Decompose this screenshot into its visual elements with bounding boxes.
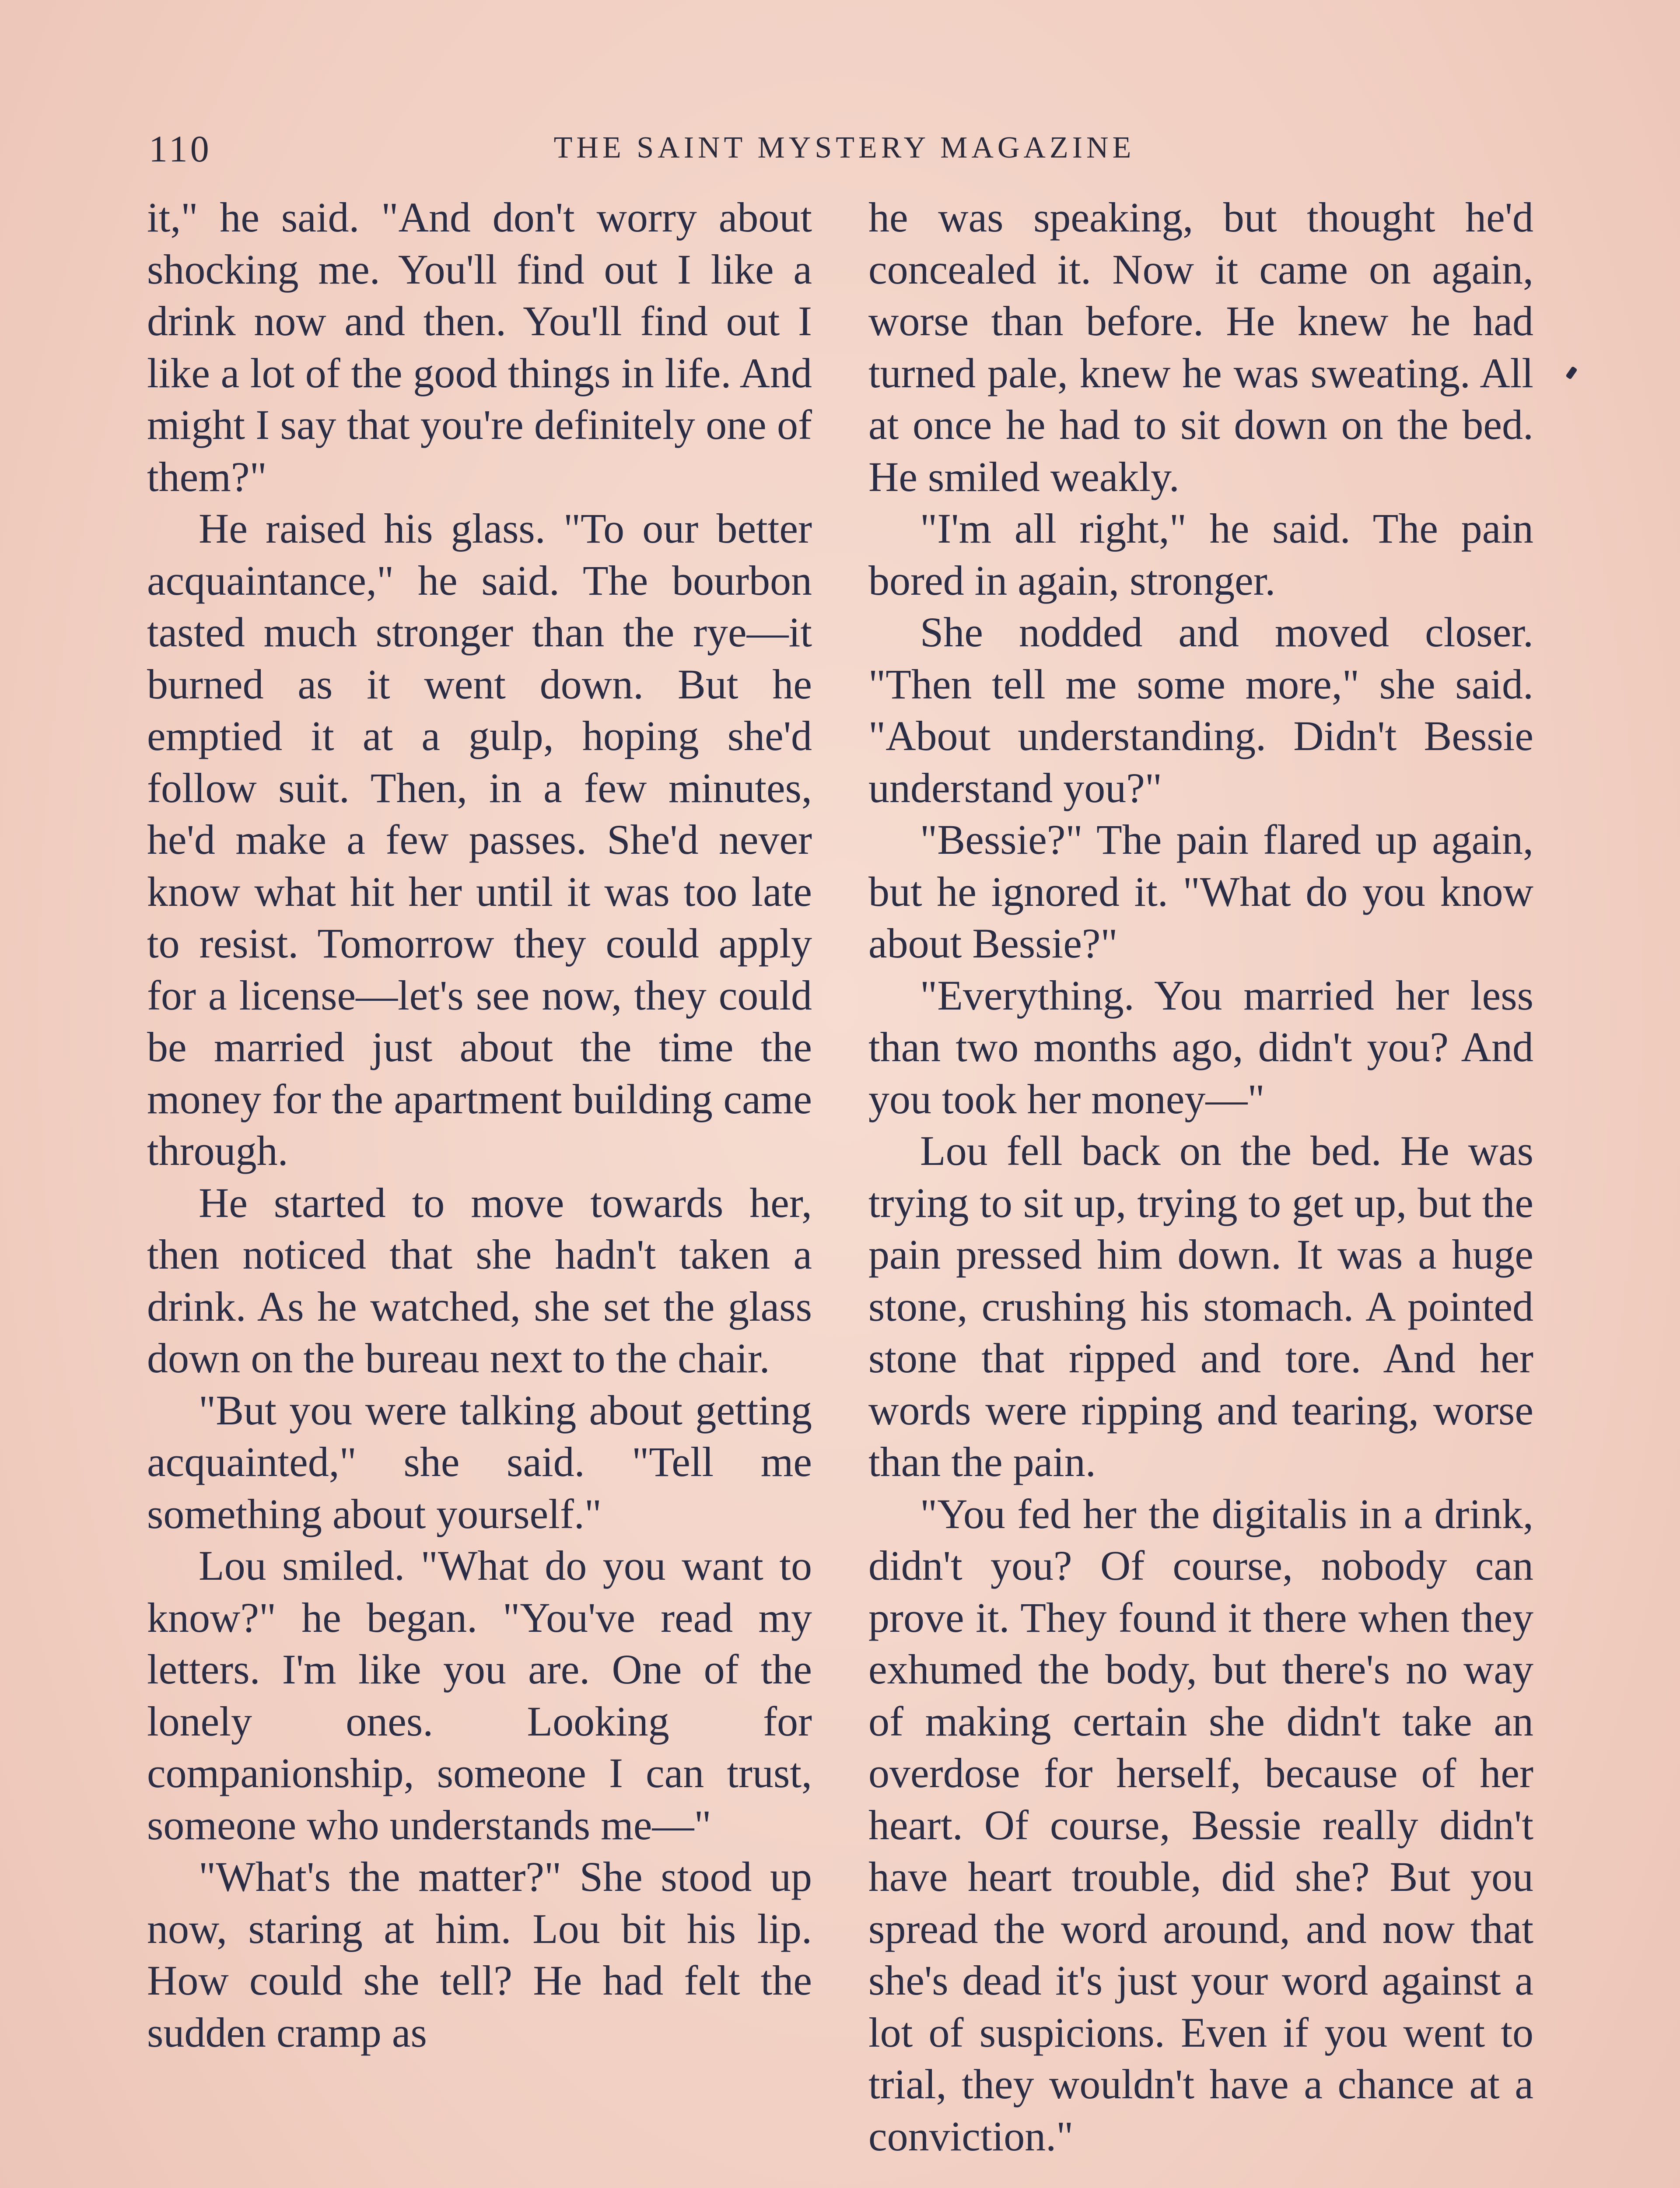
paragraph: "Everything. You married her less than two months ago, didn't you? And you took her money—": [868, 971, 1533, 1122]
paragraph: "I'm all right," he said. The pain bored in again, stronger.: [868, 505, 1533, 604]
paragraph: "What's the matter?" She stood up now, staring at him. Lou bit his lip. How could she tell? He had felt the sudden cramp as: [147, 1853, 812, 2056]
page-number: 110: [149, 128, 212, 170]
paragraph: it," he said. "And don't worry about shocking me. You'll find out I like a drink now and then. You'll find out I like a lot of the good things in life. And might I say that you're definitely one of them?": [147, 194, 812, 500]
paragraph: "You fed her the digitalis in a drink, didn't you? Of course, nobody can prove it. They found it there when they exhumed the body, but there's no way of making certain she didn't take an overdose for herself, because of her heart. Of course, Bessie really didn't have heart trouble, did she? But you spread the word around, and now that she's dead it's just your word against a lot of suspicions. Even if you went to trial, they wouldn't have a chance at a conviction.": [868, 1490, 1533, 2160]
paragraph: She nodded and moved closer. "Then tell me some more," she said. "About understanding. Didn't Bessie understand you?": [868, 609, 1533, 811]
paragraph: Lou smiled. "What do you want to know?" he began. "You've read my letters. I'm like you are. One of the lonely ones. Looking for companionship, someone I can trust, someone who understands me—": [147, 1542, 812, 1848]
paragraph: Lou fell back on the bed. He was trying to sit up, trying to get up, but the pain pressed him down. It was a huge stone, crushing his stomach. A pointed stone that ripped and tore. And her words were ripping and tearing, worse than the pain.: [868, 1127, 1533, 1485]
paragraph: He started to move towards her, then noticed that she hadn't taken a drink. As he watched, she set the glass down on the bureau next to the chair.: [147, 1179, 812, 1382]
running-head: THE SAINT MYSTERY MAGAZINE: [553, 131, 1135, 165]
right-text-column: [868, 192, 1533, 2188]
paragraph: He raised his glass. "To our better acquaintance," he said. The bourbon tasted much stronger than the rye—it burned as it went down. But he emptied it at a gulp, hoping she'd follow suit. Then, in a few minutes, he'd make a few passes. She'd never know what hit her until it was too late to resist. Tomorrow they could apply for a license—let's see now, they could be married just about the time the money for the apartment building came through.: [147, 505, 812, 1174]
paragraph: he was speaking, but thought he'd concealed it. Now it came on again, worse than before. He knew he had turned pale, knew he was sweating. All at once he had to sit down on the bed. He smiled weakly.: [868, 194, 1533, 500]
margin-ink-mark: [1565, 366, 1578, 380]
left-text-column: [147, 192, 812, 2188]
page-header: [149, 127, 1540, 175]
paragraph: "But you were talking about getting acquainted," she said. "Tell me something about yourself.": [147, 1386, 812, 1537]
paragraph: "Bessie?" The pain flared up again, but he ignored it. "What do you know about Bessie?": [868, 816, 1533, 967]
